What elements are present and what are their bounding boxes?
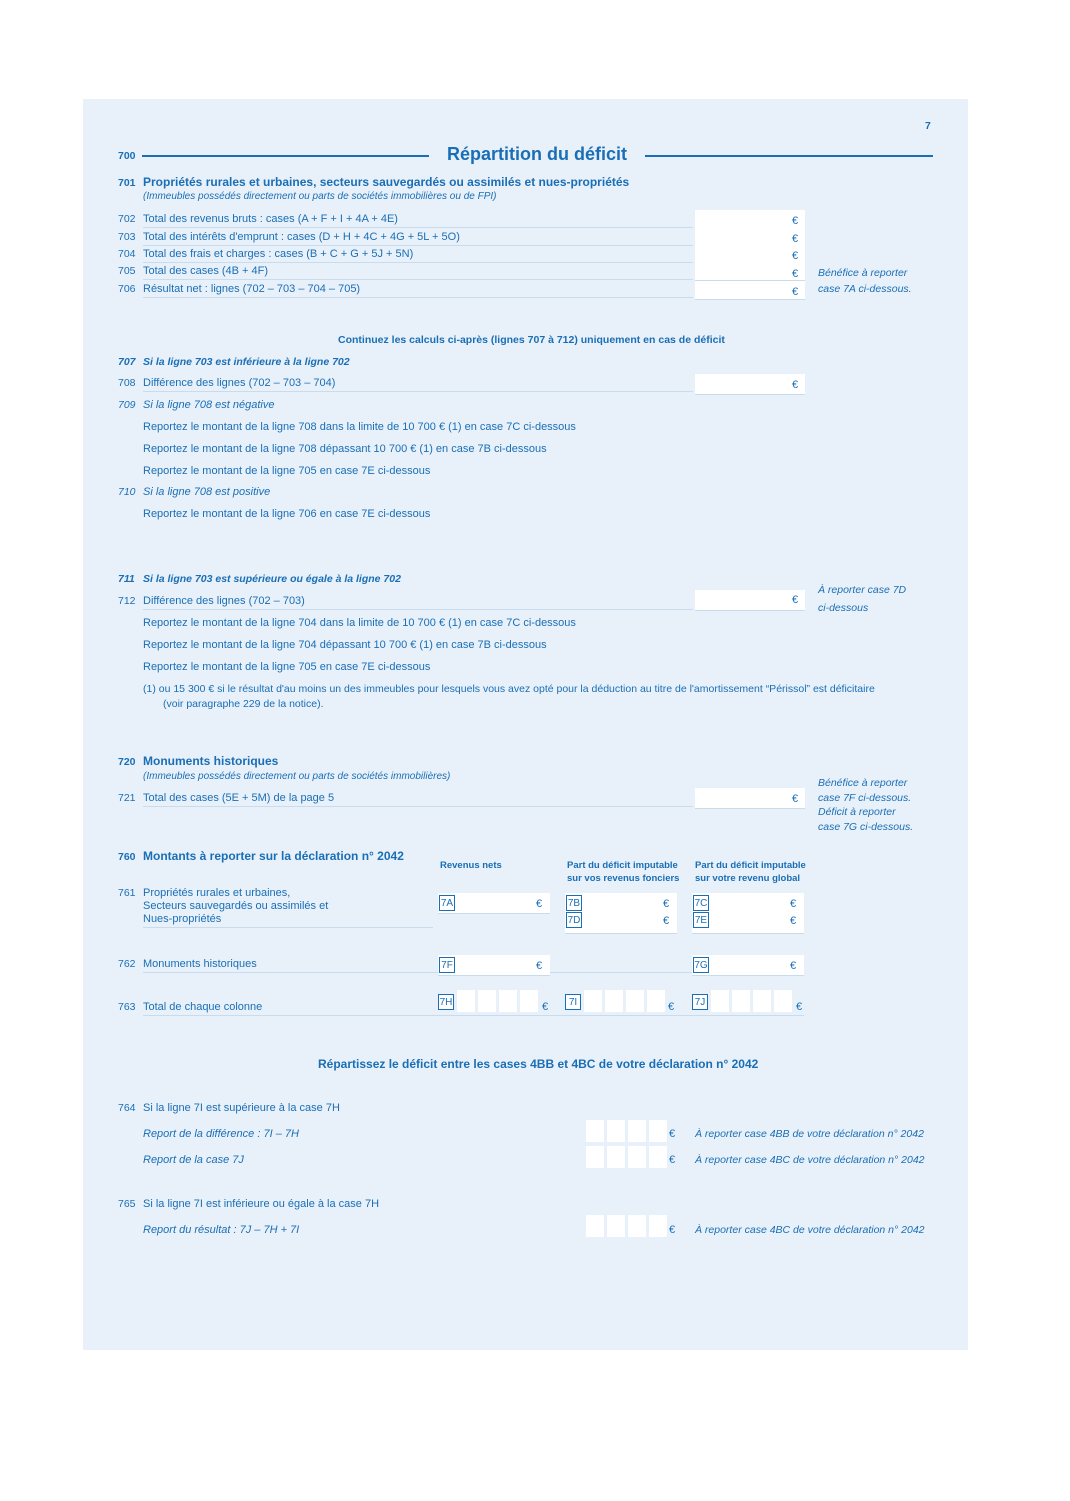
section-701-title: Propriétés rurales et urbaines, secteurs sauvegardés ou assimilés et nues-propriétés (143, 175, 630, 189)
box-code-7H: 7H (438, 994, 454, 1010)
instruction: Reportez le montant de la ligne 706 en case 7E ci-dessous (143, 508, 431, 520)
digit-cell[interactable] (649, 1120, 667, 1142)
report-label: Report du résultat : 7J – 7H + 7I (143, 1224, 300, 1236)
euro-symbol: € (536, 960, 543, 972)
euro-symbol: € (792, 793, 799, 805)
digit-cell[interactable] (647, 990, 665, 1012)
digit-cell[interactable] (586, 1120, 604, 1142)
line-code-704: 704 (118, 248, 136, 260)
line-rule (143, 262, 693, 263)
box-code-7C: 7C (693, 895, 709, 911)
euro-symbol: € (668, 1001, 675, 1013)
digit-cell[interactable] (499, 990, 517, 1012)
side-note: case 7A ci-dessous. (818, 283, 912, 295)
line-code-710: 710 (118, 486, 136, 498)
side-note: Bénéfice à reporter (818, 777, 908, 789)
instruction: Reportez le montant de la ligne 708 dépassant 10 700 € (1) en case 7B ci-dessous (143, 443, 547, 455)
digit-cell[interactable] (732, 990, 750, 1012)
box-code-7I: 7I (565, 994, 581, 1010)
section-720-subtitle: (Immeubles possédés directement ou parts de sociétés immobilières) (143, 771, 451, 782)
repartition-title: Répartissez le déficit entre les cases 4BB et 4BC de votre déclaration n° 2042 (318, 1057, 759, 1071)
line-rule (143, 297, 693, 298)
line-code-711: 711 (118, 573, 135, 585)
euro-symbol: € (792, 215, 799, 227)
line-label-761: Propriétés rurales et urbaines, (143, 887, 291, 899)
digit-cell[interactable] (628, 1215, 646, 1237)
amount-field-712[interactable] (695, 590, 805, 611)
line-label-705: Total des cases (4B + 4F) (143, 265, 269, 277)
line-label-702: Total des revenus bruts : cases (A + F + I + 4A + 4E) (143, 213, 398, 225)
amount-field-705[interactable] (695, 263, 805, 281)
line-label-761: Nues-propriétés (143, 913, 222, 925)
line-label-712: Différence des lignes (702 – 703) (143, 595, 305, 607)
instruction: Reportez le montant de la ligne 705 en case 7E ci-dessous (143, 465, 431, 477)
instruction: Reportez le montant de la ligne 705 en case 7E ci-dessous (143, 661, 431, 673)
line-code-708: 708 (118, 377, 136, 389)
digit-cell[interactable] (457, 990, 475, 1012)
euro-symbol: € (669, 1128, 676, 1140)
line-rule (143, 279, 693, 280)
line-label-709: Si la ligne 708 est négative (143, 399, 275, 411)
side-note: Bénéfice à reporter (818, 267, 908, 279)
amount-field-708[interactable] (695, 374, 805, 395)
amount-field-702[interactable] (695, 210, 805, 229)
line-rule (143, 927, 433, 928)
column-header-deficit-global: sur votre revenu global (695, 873, 801, 884)
line-rule (143, 391, 693, 392)
line-rule (143, 806, 693, 807)
digit-cell[interactable] (584, 990, 602, 1012)
euro-symbol: € (792, 594, 799, 606)
digit-cell[interactable] (520, 990, 538, 1012)
amount-field-721[interactable] (695, 788, 805, 809)
box-code-7D: 7D (566, 912, 582, 928)
column-header-revenus-nets: Revenus nets (440, 860, 502, 871)
line-code-721: 721 (118, 792, 136, 804)
euro-symbol: € (792, 233, 799, 245)
digit-cell[interactable] (628, 1146, 646, 1168)
line-code-705: 705 (118, 265, 136, 277)
euro-symbol: € (790, 898, 797, 910)
report-note: À reporter case 4BB de votre déclaration n° 2042 (695, 1128, 924, 1140)
line-label-762: Monuments historiques (143, 958, 257, 970)
column-header-deficit-fonciers: Part du déficit imputable (567, 860, 678, 871)
line-label-703: Total des intérêts d'emprunt : cases (D + H + 4C + 4G + 5L + 5O) (143, 231, 460, 243)
euro-symbol: € (663, 898, 670, 910)
amount-field-704[interactable] (695, 246, 805, 264)
section-720-title: Monuments historiques (143, 754, 279, 768)
euro-symbol: € (669, 1224, 676, 1236)
digit-cell[interactable] (607, 1146, 625, 1168)
section-code-700: 700 (118, 150, 136, 162)
euro-symbol: € (792, 268, 799, 280)
section-760-title: Montants à reporter sur la déclaration n° 2042 (143, 849, 404, 863)
digit-cell[interactable] (478, 990, 496, 1012)
section-701-subtitle: (Immeubles possédés directement ou parts de sociétés immobilières ou de FPI) (143, 191, 497, 202)
header-rule-left (142, 155, 429, 157)
box-code-7A: 7A (439, 895, 455, 911)
report-label: Report de la case 7J (143, 1154, 244, 1166)
euro-symbol: € (792, 286, 799, 298)
euro-symbol: € (792, 379, 799, 391)
box-code-7E: 7E (693, 912, 709, 928)
line-code-765: 765 (118, 1198, 136, 1210)
euro-symbol: € (790, 915, 797, 927)
report-note: À reporter case 4BC de votre déclaration n° 2042 (695, 1224, 925, 1236)
line-code-702: 702 (118, 213, 136, 225)
euro-symbol: € (796, 1001, 803, 1013)
digit-cell[interactable] (626, 990, 644, 1012)
line-label-761: Secteurs sauvegardés ou assimilés et (143, 900, 329, 912)
section-code-760: 760 (118, 851, 136, 863)
section-code-701: 701 (118, 177, 136, 189)
footnote: (1) ou 15 300 € si le résultat d'au moins un des immeubles pour lesquels vous avez opté pour la déduction au titre de l'amortissement “Périssol” est déficitaire (143, 683, 875, 695)
page-number: 7 (925, 120, 931, 132)
digit-cell[interactable] (586, 1215, 604, 1237)
line-code-761: 761 (118, 887, 136, 899)
report-label: Report de la différence : 7I – 7H (143, 1128, 299, 1140)
line-code-709: 709 (118, 399, 136, 411)
line-code-712: 712 (118, 595, 136, 607)
digit-cell[interactable] (605, 990, 623, 1012)
box-code-7F: 7F (439, 957, 455, 973)
line-label-763: Total de chaque colonne (143, 1001, 263, 1013)
line-rule (143, 1015, 804, 1016)
side-note: case 7G ci-dessous. (818, 821, 914, 833)
side-note: Déficit à reporter (818, 806, 896, 818)
digit-cell[interactable] (774, 990, 792, 1012)
column-header-deficit-global: Part du déficit imputable (695, 860, 806, 871)
line-code-763: 763 (118, 1001, 136, 1013)
footnote: (voir paragraphe 229 de la notice). (163, 698, 324, 710)
line-code-706: 706 (118, 283, 136, 295)
column-header-deficit-fonciers: sur vos revenus fonciers (567, 873, 680, 884)
line-label-707: Si la ligne 703 est inférieure à la ligne 702 (143, 356, 350, 368)
euro-symbol: € (663, 915, 670, 927)
line-code-762: 762 (118, 958, 136, 970)
amount-field-703[interactable] (695, 228, 805, 247)
line-label-706: Résultat net : lignes (702 – 703 – 704 – 705) (143, 283, 361, 295)
line-rule (143, 609, 693, 610)
instruction: Reportez le montant de la ligne 704 dans la limite de 10 700 € (1) en case 7C ci-dessous (143, 617, 576, 629)
section-code-720: 720 (118, 756, 136, 768)
digit-cell[interactable] (649, 1146, 667, 1168)
digit-cell[interactable] (607, 1215, 625, 1237)
line-rule (143, 227, 693, 228)
line-label-710: Si la ligne 708 est positive (143, 486, 271, 498)
digit-cell[interactable] (628, 1120, 646, 1142)
digit-cell[interactable] (711, 990, 729, 1012)
box-code-7J: 7J (692, 994, 708, 1010)
line-code-764: 764 (118, 1102, 136, 1114)
line-label-704: Total des frais et charges : cases (B + C + G + 5J + 5N) (143, 248, 414, 260)
euro-symbol: € (790, 960, 797, 972)
side-note: À reporter case 7D (818, 584, 907, 596)
line-code-703: 703 (118, 231, 136, 243)
header-rule-right (645, 155, 933, 157)
line-label-764: Si la ligne 7I est supérieure à la case 7H (143, 1102, 340, 1114)
euro-symbol: € (542, 1001, 549, 1013)
side-note: ci-dessous (818, 602, 869, 614)
box-code-7G: 7G (693, 957, 709, 973)
continue-note: Continuez les calculs ci-après (lignes 707 à 712) uniquement en cas de déficit (338, 334, 725, 346)
line-label-721: Total des cases (5E + 5M) de la page 5 (143, 792, 335, 804)
euro-symbol: € (536, 898, 543, 910)
line-label-711: Si la ligne 703 est supérieure ou égale à la ligne 702 (143, 573, 401, 585)
digit-cell[interactable] (649, 1215, 667, 1237)
line-label-708: Différence des lignes (702 – 703 – 704) (143, 377, 336, 389)
instruction: Reportez le montant de la ligne 708 dans la limite de 10 700 € (1) en case 7C ci-dessous (143, 421, 576, 433)
box-code-7B: 7B (566, 895, 582, 911)
digit-cell[interactable] (586, 1146, 604, 1168)
line-code-707: 707 (118, 356, 136, 368)
instruction: Reportez le montant de la ligne 704 dépassant 10 700 € (1) en case 7B ci-dessous (143, 639, 547, 651)
digit-cell[interactable] (607, 1120, 625, 1142)
side-note: case 7F ci-dessous. (818, 792, 912, 804)
digit-cell[interactable] (753, 990, 771, 1012)
euro-symbol: € (792, 250, 799, 262)
report-note: À reporter case 4BC de votre déclaration n° 2042 (695, 1154, 925, 1166)
euro-symbol: € (669, 1154, 676, 1166)
amount-field-706[interactable] (695, 281, 805, 300)
line-rule (143, 245, 693, 246)
line-label-765: Si la ligne 7I est inférieure ou égale à la case 7H (143, 1198, 380, 1210)
page-title: Répartition du déficit (447, 144, 627, 164)
